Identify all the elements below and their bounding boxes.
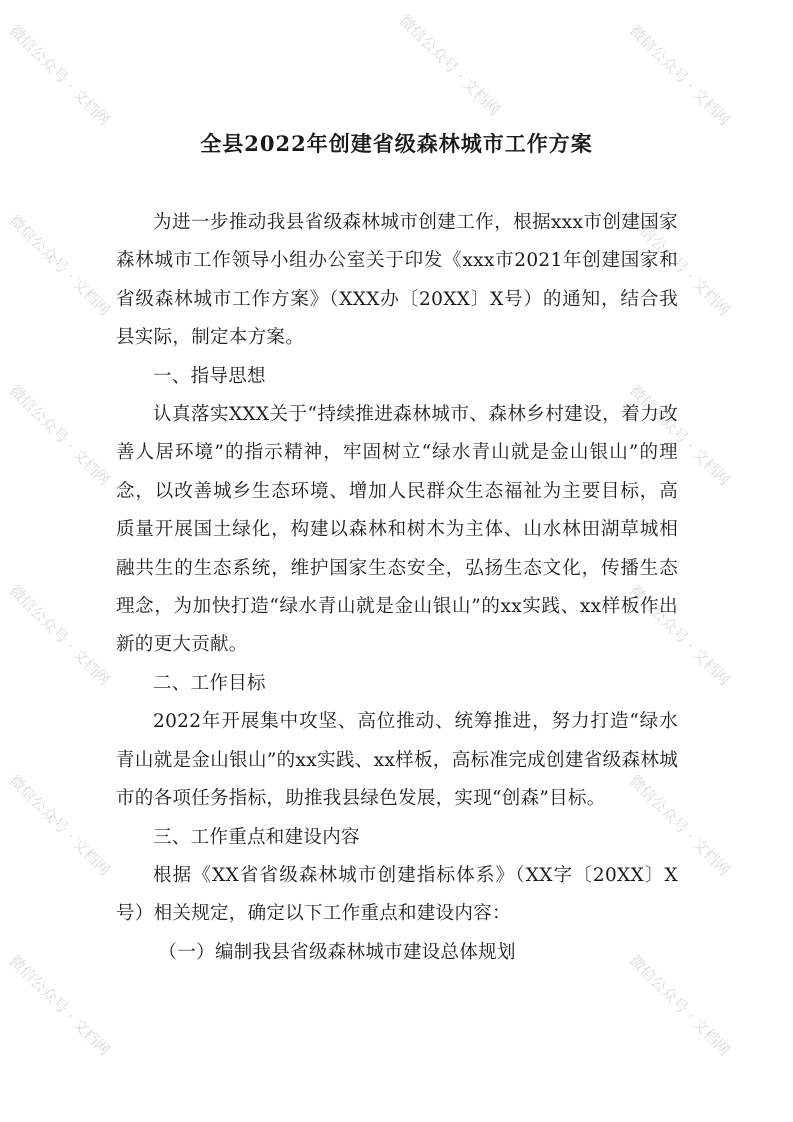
section-heading: 二、工作目标	[153, 672, 266, 694]
watermark-text: 微信公众号 · 文档网	[625, 21, 734, 130]
paragraph: 为进一步推动我县省级森林城市创建工作，根据xxx市创建国家森林城市工作领导小组办公室关于印发《xxx市2021年创建国家和省级森林城市工作方案》（XXX办〔20XX〕X号）的通知，结合我县实际，制定本方案。	[116, 212, 678, 349]
watermark-text: 微信公众号 · 文档网	[5, 211, 114, 320]
watermark-text: 微信公众号 · 文档网	[625, 381, 734, 490]
paragraph: 根据《XX省省级森林城市创建指标体系》（XX字〔20XX〕X号）相关规定，确定以下工作重点和建设内容：	[116, 864, 678, 925]
section-heading: 三、工作重点和建设内容	[153, 826, 360, 848]
document-body	[116, 204, 678, 972]
document-title: 全县2022年创建省级森林城市工作方案	[200, 131, 593, 156]
watermark-text: 微信公众号 · 文档网	[5, 581, 114, 690]
watermark-text: 微信公众号 · 文档网	[5, 771, 114, 880]
watermark-text: 微信公众号 · 文档网	[625, 951, 734, 1060]
watermark-text: 微信公众号 · 文档网	[625, 581, 734, 690]
section-heading: 一、指导思想	[153, 365, 266, 387]
subsection-heading: （一）编制我县省级森林城市建设总体规划	[158, 941, 516, 963]
watermark-text: 微信公众号 · 文档网	[5, 951, 114, 1060]
paragraph: 认真落实XXX关于“持续推进森林城市、森林乡村建设，着力改善人居环境”的指示精神，牢固树立“绿水青山就是金山银山”的理念，以改善城乡生态环境、增加人民群众生态福祉为主要目标，高质量开展国土绿化，构建以森林和树木为主体、山水林田湖草城相融共生的生态系统，维护国家生态安全，弘扬生态文化，传播生态理念，为加快打造“绿水青山就是金山银山”的xx实践、xx样板作出新的更大贡献。	[116, 404, 678, 656]
watermark-text: 微信公众号 · 文档网	[5, 21, 114, 130]
paragraph: 2022年开展集中攻坚、高位推动、统筹推进，努力打造“绿水青山就是金山银山”的xx实践、xx样板，高标准完成创建省级森林城市的各项任务指标，助推我县绿色发展，实现“创森”目标。	[116, 711, 678, 810]
watermark-text: 微信公众号 · 文档网	[395, 11, 504, 120]
watermark-text: 微信公众号 · 文档网	[625, 211, 734, 320]
watermark-text: 微信公众号 · 文档网	[5, 381, 114, 490]
watermark-text: 微信公众号 · 文档网	[625, 771, 734, 880]
